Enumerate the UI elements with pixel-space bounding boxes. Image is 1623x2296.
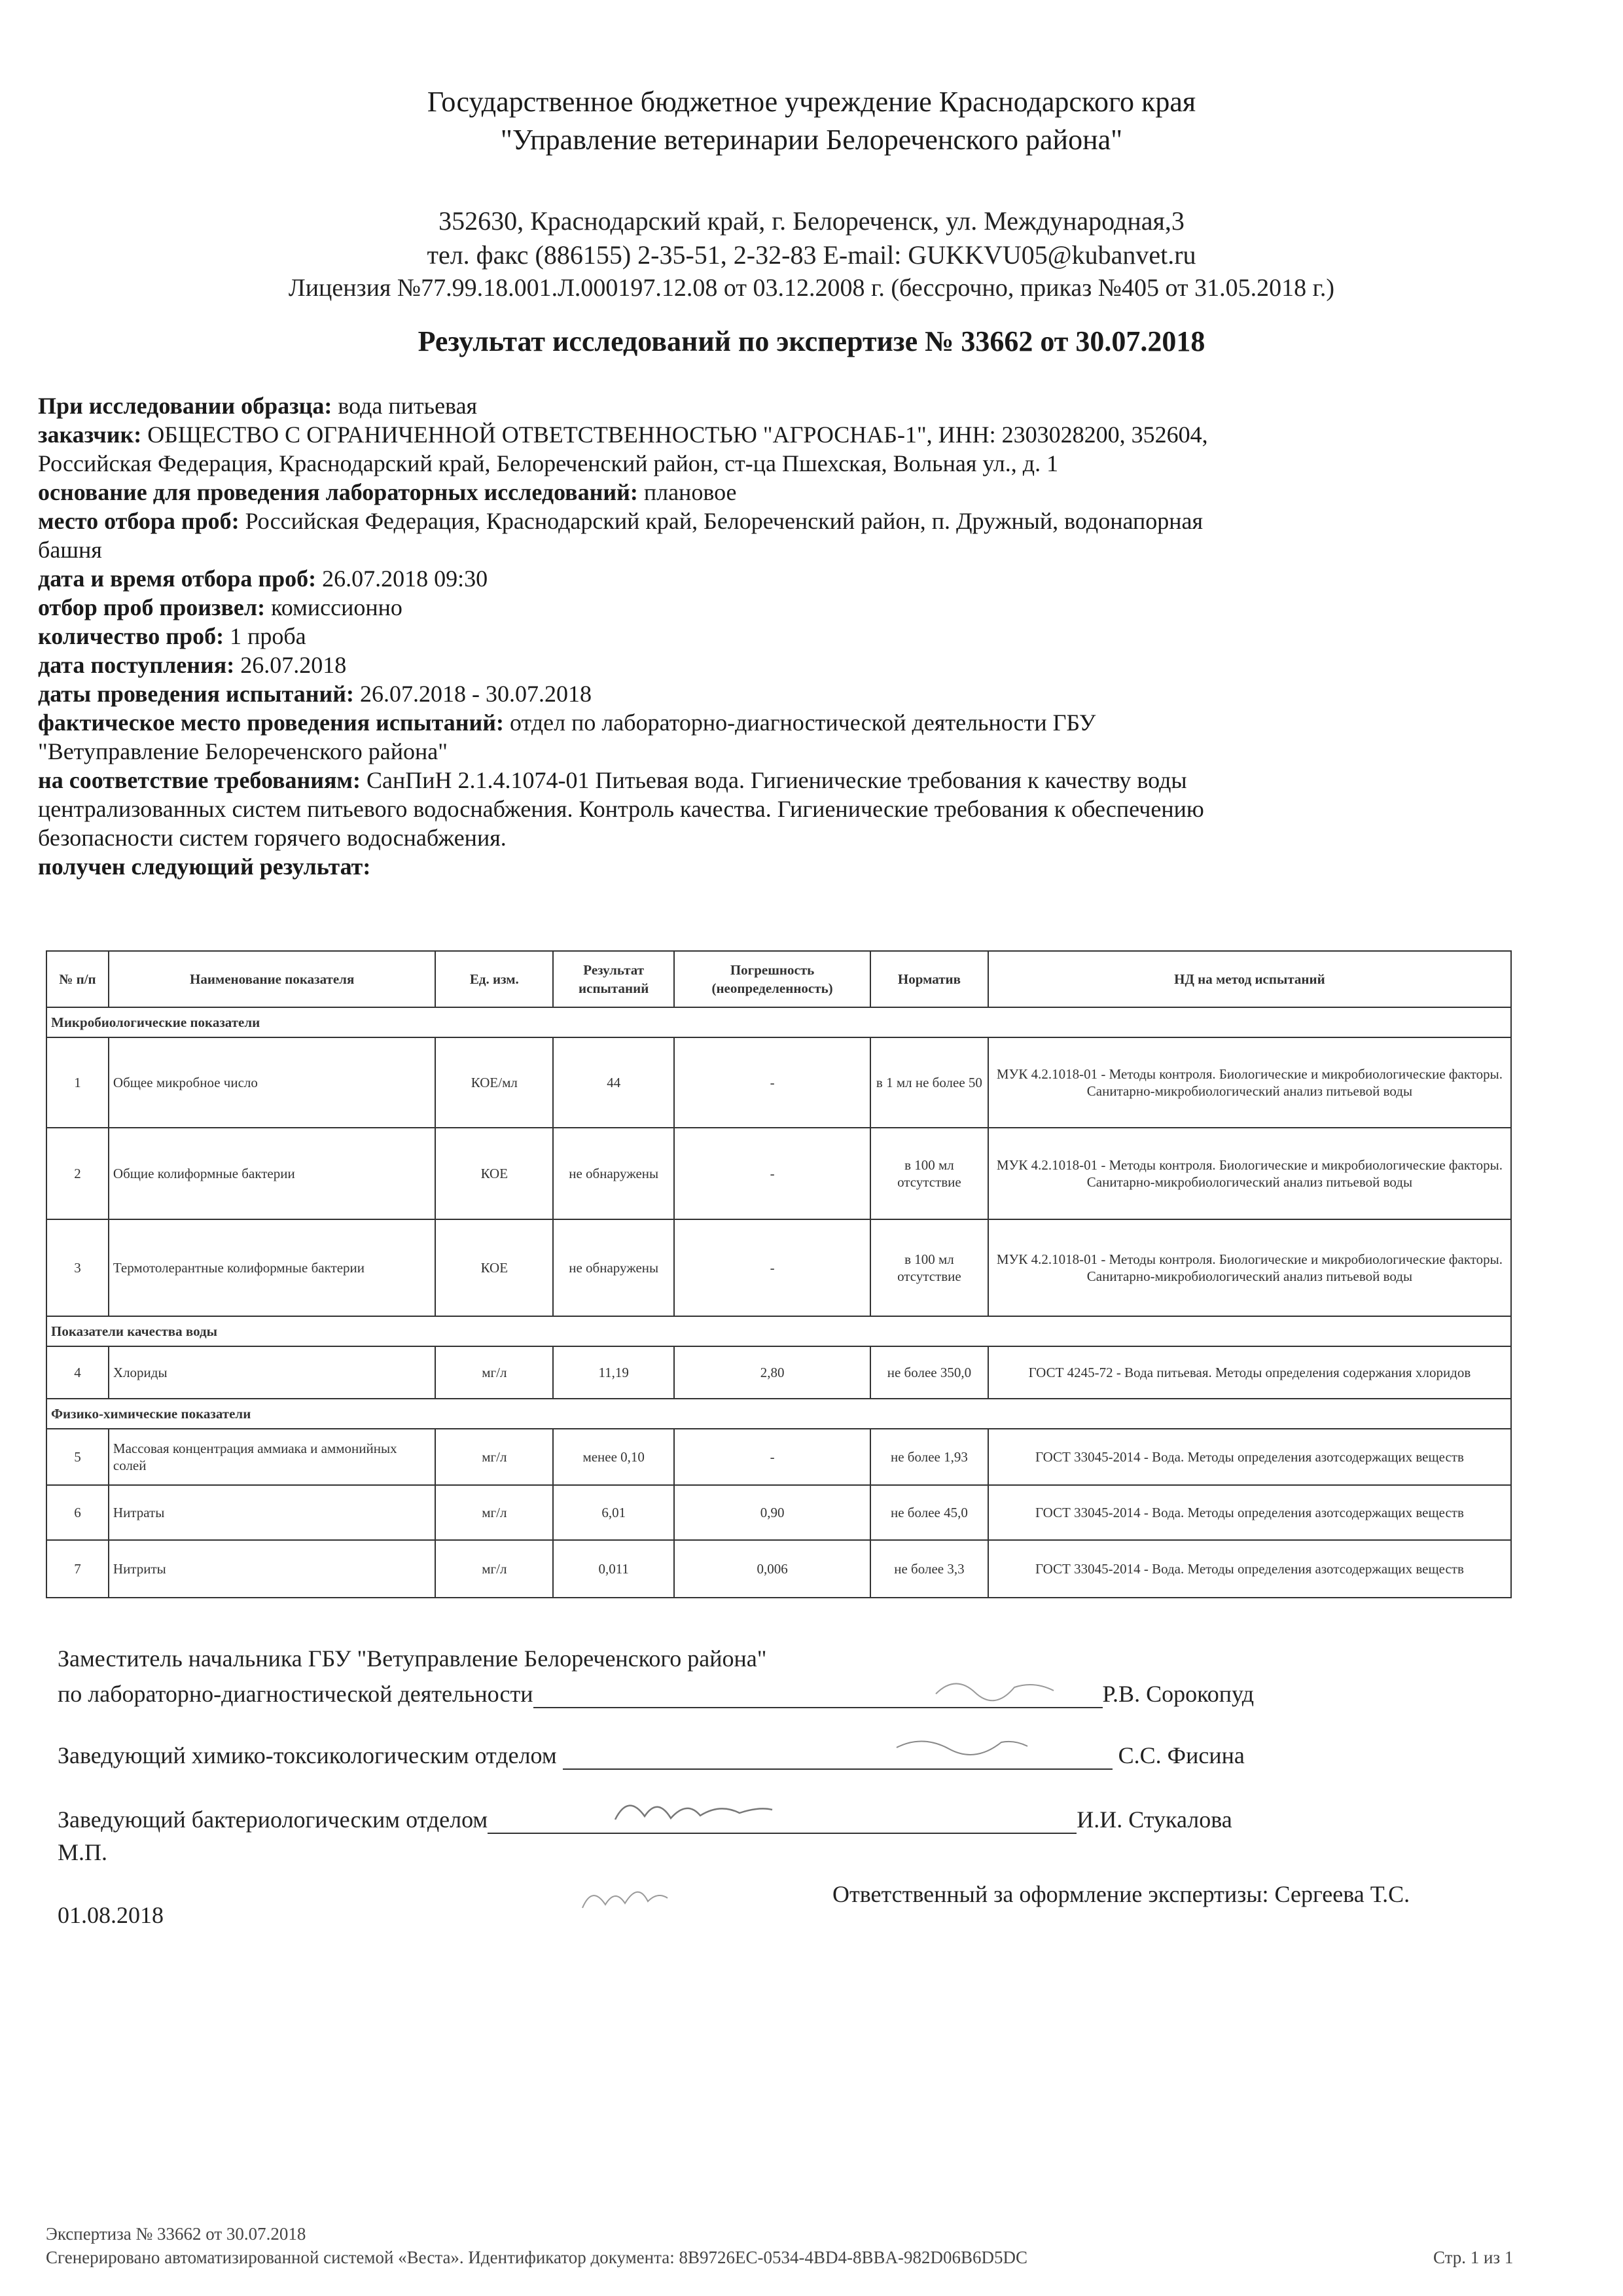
cell-norm: в 100 мл отсутствие xyxy=(870,1128,988,1219)
cell-name: Хлориды xyxy=(109,1346,436,1399)
cell-norm: не более 45,0 xyxy=(870,1485,988,1540)
cell-method: МУК 4.2.1018-01 - Методы контроля. Биологические и микробиологические факторы. Санитарно-микробиологический анализ питьевой воды xyxy=(988,1219,1511,1316)
cell-method: ГОСТ 4245-72 - Вода питьевая. Методы определения содержания хлоридов xyxy=(988,1346,1511,1399)
cell-unit: мг/л xyxy=(435,1540,553,1598)
cell-error: 0,006 xyxy=(674,1540,870,1598)
cell-method: МУК 4.2.1018-01 - Методы контроля. Биологические и микробиологические факторы. Санитарно-микробиологический анализ питьевой воды xyxy=(988,1128,1511,1219)
customer-value: ОБЩЕСТВО С ОГРАНИЧЕННОЙ ОТВЕТСТВЕННОСТЬЮ "АГРОСНАБ-1", ИНН: 2303028200, 352604, xyxy=(147,422,1208,448)
cell-name: Общие колиформные бактерии xyxy=(109,1128,436,1219)
col-header-unit: Ед. изм. xyxy=(435,951,553,1007)
deputy-name: Р.В. Сорокопуд xyxy=(1102,1681,1255,1707)
cell-unit: мг/л xyxy=(435,1429,553,1485)
sampler-value: комиссионно xyxy=(271,594,402,620)
cell-name: Нитриты xyxy=(109,1540,436,1598)
cell-number: 4 xyxy=(46,1346,109,1399)
cell-number: 3 xyxy=(46,1219,109,1316)
bact-name: И.И. Стукалова xyxy=(1077,1806,1232,1833)
section-row xyxy=(46,1007,1511,1037)
received-label: дата поступления: xyxy=(38,652,235,678)
cell-method: ГОСТ 33045-2014 - Вода. Методы определения азотсодержащих веществ xyxy=(988,1429,1511,1485)
responsible-person: Ответственный за оформление экспертизы: Сергеева Т.С. xyxy=(832,1881,1410,1907)
basis-value: плановое xyxy=(643,479,737,505)
cell-result: не обнаружены xyxy=(553,1219,674,1316)
cell-name: Термотолерантные колиформные бактерии xyxy=(109,1219,436,1316)
cell-error: - xyxy=(674,1429,870,1485)
col-header-method: НД на метод испытаний xyxy=(988,951,1511,1007)
datetime-label: дата и время отбора проб: xyxy=(38,565,317,592)
cell-norm: не более 1,93 xyxy=(870,1429,988,1485)
org-license: Лицензия №77.99.18.001.Л.000197.12.08 от 03.12.2008 г. (бессрочно, приказ №405 от 31.05.2018 г.) xyxy=(288,274,1335,302)
results-table xyxy=(46,950,1512,1598)
col-header-result: Результат испытаний xyxy=(553,951,674,1007)
org-name-line1: Государственное бюджетное учреждение Краснодарского края xyxy=(427,86,1196,118)
cell-unit: мг/л xyxy=(435,1346,553,1399)
test-dates-label: даты проведения испытаний: xyxy=(38,681,354,707)
signature-line xyxy=(563,1768,1113,1770)
cell-name: Нитраты xyxy=(109,1485,436,1540)
col-header-name: Наименование показателя xyxy=(109,951,436,1007)
cell-error: - xyxy=(674,1037,870,1128)
cell-norm: не более 3,3 xyxy=(870,1540,988,1598)
cell-error: 0,90 xyxy=(674,1485,870,1540)
table-row xyxy=(46,1429,1511,1485)
section-title: Микробиологические показатели xyxy=(46,1007,1511,1037)
org-name-line2: "Управление ветеринарии Белореченского района" xyxy=(500,124,1123,156)
cell-name: Общее микробное число xyxy=(109,1037,436,1128)
cell-number: 1 xyxy=(46,1037,109,1128)
bact-title: Заведующий бактериологическим отделом xyxy=(58,1806,488,1833)
requirements-value-cont2: безопасности систем горячего водоснабжения. xyxy=(38,825,507,851)
cell-unit: КОЕ xyxy=(435,1219,553,1316)
cell-unit: КОЕ xyxy=(435,1128,553,1219)
cell-error: - xyxy=(674,1219,870,1316)
cell-result: 11,19 xyxy=(553,1346,674,1399)
cell-result: 6,01 xyxy=(553,1485,674,1540)
signature-scribble-chem xyxy=(890,1728,1034,1761)
sample-value: вода питьевая xyxy=(338,393,478,419)
cell-result: 44 xyxy=(553,1037,674,1128)
cell-result: не обнаружены xyxy=(553,1128,674,1219)
signature-line xyxy=(533,1707,1103,1708)
issue-date: 01.08.2018 xyxy=(58,1902,164,1928)
cell-error: 2,80 xyxy=(674,1346,870,1399)
table-row xyxy=(46,1219,1511,1316)
table-row xyxy=(46,1037,1511,1128)
footer-page-number: Стр. 1 из 1 xyxy=(1433,2248,1514,2267)
basis-label: основание для проведения лабораторных исследований: xyxy=(38,479,638,505)
cell-number: 7 xyxy=(46,1540,109,1598)
document-title: Результат исследований по экспертизе № 33662 от 30.07.2018 xyxy=(418,325,1205,357)
cell-name: Массовая концентрация аммиака и аммонийных солей xyxy=(109,1429,436,1485)
sample-info xyxy=(38,391,1445,881)
cell-unit: КОЕ/мл xyxy=(435,1037,553,1128)
cell-norm: в 1 мл не более 50 xyxy=(870,1037,988,1128)
table-row xyxy=(46,1128,1511,1219)
deputy-signature-row xyxy=(58,1679,1254,1708)
cell-number: 5 xyxy=(46,1429,109,1485)
table-row xyxy=(46,1346,1511,1399)
section-title: Физико-химические показатели xyxy=(46,1399,1511,1429)
customer-value-cont: Российская Федерация, Краснодарский край, Белореченский район, ст-ца Пшехская, Вольная ул., д. 1 xyxy=(38,450,1059,476)
count-label: количество проб: xyxy=(38,623,224,649)
chem-name: С.С. Фисина xyxy=(1118,1742,1245,1768)
footer-generated: Сгенерировано автоматизированной системой «Веста». Идентификатор документа: 8B9726EC-0534-4BD4-8BBA-982D06B6D5DC xyxy=(46,2248,1027,2267)
col-header-number: № п/п xyxy=(46,951,109,1007)
datetime-value: 26.07.2018 09:30 xyxy=(322,565,488,592)
place-value-cont: башня xyxy=(38,537,102,563)
signature-scribble-bact xyxy=(609,1787,779,1833)
table-row xyxy=(46,1485,1511,1540)
actual-place-value: отдел по лабораторно-диагностической деятельности ГБУ xyxy=(510,709,1096,736)
chem-title: Заведующий химико-токсикологическим отделом xyxy=(58,1742,557,1768)
org-address: 352630, Краснодарский край, г. Белореченск, ул. Международная,3 xyxy=(438,206,1185,236)
stamp-label: М.П. xyxy=(58,1839,108,1865)
cell-result: 0,011 xyxy=(553,1540,674,1598)
cell-unit: мг/л xyxy=(435,1485,553,1540)
section-row xyxy=(46,1316,1511,1346)
cell-number: 2 xyxy=(46,1128,109,1219)
cell-error: - xyxy=(674,1128,870,1219)
test-dates-value: 26.07.2018 - 30.07.2018 xyxy=(359,681,592,707)
org-contacts: тел. факс (886155) 2-35-51, 2-32-83 E-mail: GUKKVU05@kubanvet.ru xyxy=(427,240,1196,270)
result-label: получен следующий результат: xyxy=(38,853,371,880)
signature-line xyxy=(488,1833,1077,1834)
customer-label: заказчик: xyxy=(38,422,142,448)
cell-norm: в 100 мл отсутствие xyxy=(870,1219,988,1316)
sample-label: При исследовании образца: xyxy=(38,393,332,419)
cell-method: ГОСТ 33045-2014 - Вода. Методы определения азотсодержащих веществ xyxy=(988,1485,1511,1540)
deputy-dept: по лабораторно-диагностической деятельности xyxy=(58,1681,533,1707)
count-value: 1 проба xyxy=(230,623,306,649)
signature-scribble-deputy xyxy=(929,1668,1060,1707)
cell-norm: не более 350,0 xyxy=(870,1346,988,1399)
requirements-value: СанПиН 2.1.4.1074-01 Питьевая вода. Гигиенические требования к качеству воды xyxy=(366,767,1187,793)
table-row xyxy=(46,1540,1511,1598)
cell-number: 6 xyxy=(46,1485,109,1540)
requirements-label: на соответствие требованиям: xyxy=(38,767,361,793)
chem-signature-row xyxy=(58,1741,1245,1770)
cell-method: ГОСТ 33045-2014 - Вода. Методы определения азотсодержащих веществ xyxy=(988,1540,1511,1598)
col-header-error: Погрешность (неопределенность) xyxy=(674,951,870,1007)
place-value: Российская Федерация, Краснодарский край, Белореченский район, п. Дружный, водонапорная xyxy=(245,508,1204,534)
sampler-label: отбор проб произвел: xyxy=(38,594,266,620)
actual-place-value-cont: "Ветуправление Белореченского района" xyxy=(38,738,448,764)
table-header-row xyxy=(46,951,1511,1007)
footer-reference: Экспертиза № 33662 от 30.07.2018 xyxy=(46,2224,306,2244)
requirements-value-cont: централизованных систем питьевого водоснабжения. Контроль качества. Гигиенические требования к обеспечению xyxy=(38,796,1204,822)
cell-result: менее 0,10 xyxy=(553,1429,674,1485)
deputy-title: Заместитель начальника ГБУ "Ветуправление Белореченского района" xyxy=(58,1645,767,1672)
actual-place-label: фактическое место проведения испытаний: xyxy=(38,709,505,736)
received-value: 26.07.2018 xyxy=(240,652,347,678)
stamp-scribble xyxy=(576,1872,674,1918)
cell-method: МУК 4.2.1018-01 - Методы контроля. Биологические и микробиологические факторы. Санитарно-микробиологический анализ питьевой воды xyxy=(988,1037,1511,1128)
section-row xyxy=(46,1399,1511,1429)
section-title: Показатели качества воды xyxy=(46,1316,1511,1346)
place-label: место отбора проб: xyxy=(38,508,240,534)
col-header-norm: Норматив xyxy=(870,951,988,1007)
